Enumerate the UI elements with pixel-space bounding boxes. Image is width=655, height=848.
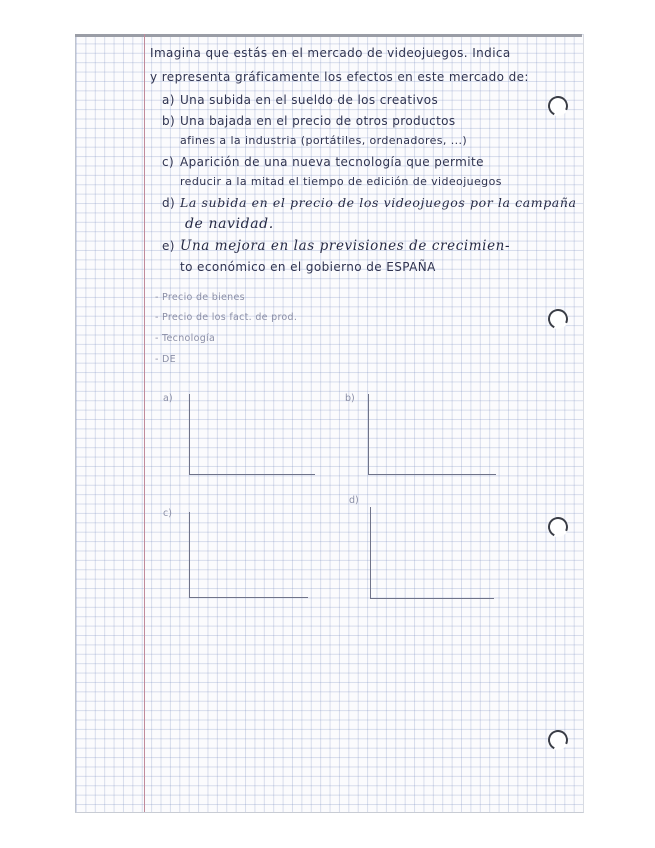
item-c-label: c) bbox=[162, 155, 175, 169]
note-price-factors: - Precio de los fact. de prod. bbox=[155, 312, 298, 323]
item-b-label: b) bbox=[162, 114, 176, 128]
item-a-label: a) bbox=[162, 93, 175, 107]
graph-b-axes bbox=[368, 394, 496, 475]
grid-paper-sheet bbox=[75, 34, 584, 813]
note-price-goods: - Precio de bienes bbox=[155, 292, 245, 303]
item-c-line-1: Aparición de una nueva tecnología que permite bbox=[180, 155, 484, 169]
item-a-line-1: Una subida en el sueldo de los creativos bbox=[180, 93, 439, 107]
graph-d-axes bbox=[370, 507, 494, 599]
graph-c-label: c) bbox=[163, 508, 172, 519]
note-demand: - DE bbox=[155, 354, 176, 365]
graph-a-label: a) bbox=[163, 393, 173, 404]
graph-c-axes bbox=[189, 512, 308, 598]
item-d-label: d) bbox=[162, 196, 176, 210]
graph-b-label: b) bbox=[345, 393, 355, 404]
item-e-label: e) bbox=[162, 239, 175, 253]
item-d-line-1: La subida en el precio de los videojuegos por la campaña bbox=[180, 195, 577, 210]
item-d-line-2: de navidad. bbox=[185, 216, 274, 232]
item-e-line-1: Una mejora en las previsiones de crecimien- bbox=[180, 238, 511, 254]
graph-d-label: d) bbox=[349, 495, 359, 506]
margin-line bbox=[144, 34, 145, 812]
intro-line-1: Imagina que estás en el mercado de videojuegos. Indica bbox=[150, 46, 511, 60]
graph-a-axes bbox=[189, 394, 315, 475]
item-b-line-1: Una bajada en el precio de otros productos bbox=[180, 114, 456, 128]
item-e-line-2: to económico en el gobierno de ESPAÑA bbox=[180, 260, 436, 274]
item-b-line-2: afines a la industria (portátiles, ordenadores, ...) bbox=[180, 134, 468, 147]
note-technology: - Tecnología bbox=[155, 333, 216, 344]
sheet-top-edge bbox=[75, 34, 582, 37]
item-c-line-2: reducir a la mitad el tiempo de edición de videojuegos bbox=[180, 175, 502, 188]
intro-line-2: y representa gráficamente los efectos en este mercado de: bbox=[150, 70, 529, 84]
